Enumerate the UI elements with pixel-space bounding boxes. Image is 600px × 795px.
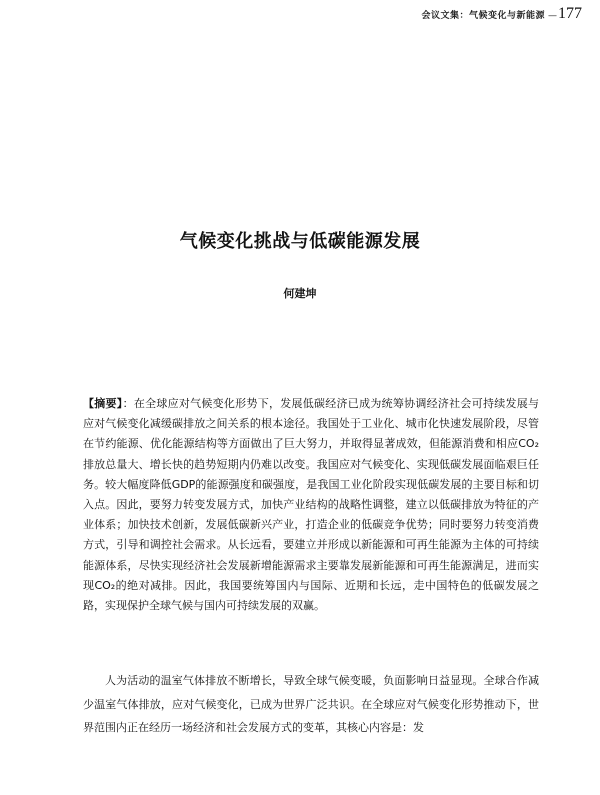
abstract-text: ：在全球应对气候变化形势下，发展低碳经济已成为统筹协调经济社会可持续发展与应对气候变化减缓碳排放之间关系的根本途径。我国处于工业化、城市化快速发展阶段，尽管在节约能源、优化能源结构等方面做出了巨大努力，并取得显著成效，但能源消费和相应CO₂排放总量大、增长快的趋势短期内仍难以改变。我国应对气候变化、实现低碳发展面临艰巨任务。较大幅度降低GDP的能源强度和碳强度，是我国工业化阶段实现低碳发展的主要目标和切入点。因此，要努力转变发展方式，加快产业结构的战略性调整，建立以低碳排放为特征的产业体系；加快技术创新，发展低碳新兴产业，打造企业的低碳竞争优势；同时要努力转变消费方式，引导和调控社会需求。从长远看，要建立并形成以新能源和可再生能源为主体的可持续能源体系，尽快实现经济社会发展新增能源需求主要靠发展新能源和可再生能源满足，进而实现CO₂的绝对减排。因此，我国要统筹国内与国际、近期和长远，走中国特色的低碳发展之路，实现保护全球气候与国内可持续发展的双赢。 (83, 397, 540, 613)
author-name: 何建坤 (283, 287, 317, 300)
article-title: 气候变化挑战与低碳能源发展 (179, 231, 421, 252)
page-number: 177 (558, 5, 582, 22)
abstract (83, 394, 539, 616)
running-title: 会议文集：气候变化与新能源 (421, 11, 545, 21)
abstract-label: 【摘要】 (83, 397, 123, 410)
body-paragraph: 人为活动的温室气体排放不断增长，导致全球气候变暖，负面影响日益显现。全球合作减少温室气体排放，应对气候变化，已成为世界广泛共识。在全球应对气候变化形势推动下，世界范围内正在经历一场经济和社会发展方式的变革，其核心内容是：发 (83, 674, 539, 734)
header-separator: — (548, 11, 557, 21)
running-header (421, 6, 582, 22)
